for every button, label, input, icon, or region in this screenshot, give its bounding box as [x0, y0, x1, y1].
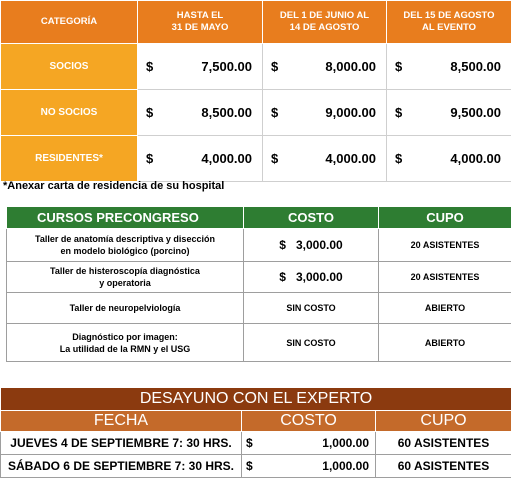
courses-header-cupo: CUPO — [379, 207, 511, 229]
fees-row-socios — [1, 44, 511, 90]
fees-price-cell: $ 4,000.00 — [138, 136, 263, 182]
fees-header-period-1: HASTA EL 31 DE MAYO — [138, 1, 263, 44]
fees-price-cell: $ 7,500.00 — [138, 44, 263, 90]
fees-category-label: SOCIOS — [1, 44, 138, 90]
fees-row-residentes — [1, 136, 511, 182]
fees-price-cell: $ 8,500.00 — [387, 44, 511, 90]
fees-price-cell: $ 4,000.00 — [387, 136, 511, 182]
breakfast-table — [0, 387, 511, 478]
course-cupo: 20 ASISTENTES — [379, 229, 511, 262]
breakfast-title: DESAYUNO CON EL EXPERTO — [1, 388, 511, 411]
breakfast-fecha: JUEVES 4 DE SEPTIEMBRE 7: 30 HRS. — [1, 432, 242, 455]
courses-header-cost: COSTO — [244, 207, 379, 229]
breakfast-cupo: 60 ASISTENTES — [376, 432, 511, 455]
fees-price-cell: $ 8,000.00 — [263, 44, 387, 90]
courses-header-row — [7, 207, 511, 229]
breakfast-header-fecha: FECHA — [1, 411, 242, 432]
course-row — [7, 229, 511, 262]
fees-table — [0, 0, 511, 182]
course-name: Diagnóstico por imagen: La utilidad de la RMN y el USG — [7, 324, 244, 362]
breakfast-row — [1, 455, 511, 478]
fees-footnote: *Anexar carta de residencia de su hospital — [3, 180, 225, 192]
course-row — [7, 324, 511, 362]
fees-category-label: RESIDENTES* — [1, 136, 138, 182]
course-name: Taller de anatomía descriptiva y disección en modelo biológico (porcino) — [7, 229, 244, 262]
fees-header-row — [1, 1, 511, 44]
breakfast-header-row — [1, 411, 511, 432]
breakfast-cost: $ 1,000.00 — [242, 455, 376, 478]
course-name: Taller de neuropelviología — [7, 293, 244, 324]
course-cupo: ABIERTO — [379, 324, 511, 362]
courses-table — [6, 206, 511, 362]
breakfast-header-cupo: CUPO — [376, 411, 511, 432]
fees-header-period-2: DEL 1 DE JUNIO AL 14 DE AGOSTO — [263, 1, 387, 44]
fees-row-no-socios — [1, 90, 511, 136]
fees-header-category: CATEGORÍA — [1, 1, 138, 44]
breakfast-cost: $ 1,000.00 — [242, 432, 376, 455]
course-row — [7, 293, 511, 324]
fees-price-cell: $ 8,500.00 — [138, 90, 263, 136]
breakfast-header-costo: COSTO — [242, 411, 376, 432]
course-cupo: ABIERTO — [379, 293, 511, 324]
course-cost: SIN COSTO — [244, 324, 379, 362]
course-cupo: 20 ASISTENTES — [379, 262, 511, 293]
fees-price-cell: $ 9,000.00 — [263, 90, 387, 136]
fees-header-period-3: DEL 15 DE AGOSTO AL EVENTO — [387, 1, 511, 44]
fees-price-cell: $ 9,500.00 — [387, 90, 511, 136]
course-cost: $ 3,000.00 — [244, 262, 379, 293]
course-name: Taller de histeroscopía diagnóstica y operatoria — [7, 262, 244, 293]
breakfast-row — [1, 432, 511, 455]
breakfast-fecha: SÁBADO 6 DE SEPTIEMBRE 7: 30 HRS. — [1, 455, 242, 478]
breakfast-cupo: 60 ASISTENTES — [376, 455, 511, 478]
course-row — [7, 262, 511, 293]
course-cost: $ 3,000.00 — [244, 229, 379, 262]
fees-category-label: NO SOCIOS — [1, 90, 138, 136]
courses-header-name: CURSOS PRECONGRESO — [7, 207, 244, 229]
fees-price-cell: $ 4,000.00 — [263, 136, 387, 182]
course-cost: SIN COSTO — [244, 293, 379, 324]
